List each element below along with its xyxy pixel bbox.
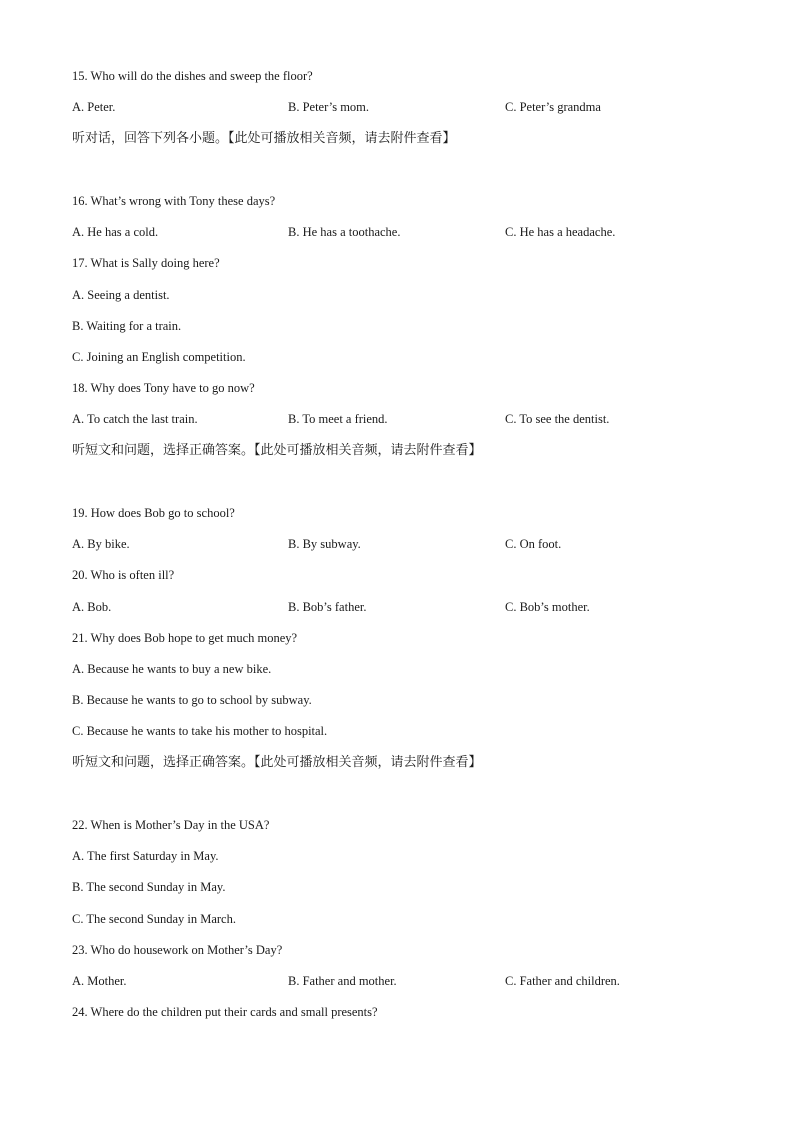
option-23-b: B. Father and mother. xyxy=(288,974,397,988)
option-21-c: C. Because he wants to take his mother to hospital. xyxy=(72,724,328,738)
option-20-a: A. Bob. xyxy=(72,600,112,614)
option-15-a: A. Peter. xyxy=(72,100,116,114)
question-15: 15. Who will do the dishes and sweep the floor? xyxy=(72,69,313,83)
option-18-c: C. To see the dentist. xyxy=(505,412,610,426)
option-19-b: B. By subway. xyxy=(288,537,361,551)
option-20-b: B. Bob’s father. xyxy=(288,600,367,614)
question-16: 16. What’s wrong with Tony these days? xyxy=(72,194,276,208)
option-17-c: C. Joining an English competition. xyxy=(72,350,246,364)
option-21-b: B. Because he wants to go to school by subway. xyxy=(72,693,312,707)
option-16-a: A. He has a cold. xyxy=(72,225,159,239)
option-19-a: A. By bike. xyxy=(72,537,130,551)
option-15-c: C. Peter’s grandma xyxy=(505,100,601,114)
question-17: 17. What is Sally doing here? xyxy=(72,256,220,270)
option-20-c: C. Bob’s mother. xyxy=(505,600,590,614)
option-21-a: A. Because he wants to buy a new bike. xyxy=(72,662,272,676)
question-24: 24. Where do the children put their cards and small presents? xyxy=(72,1005,378,1019)
question-21: 21. Why does Bob hope to get much money? xyxy=(72,631,298,645)
question-18: 18. Why does Tony have to go now? xyxy=(72,381,255,395)
option-17-a: A. Seeing a dentist. xyxy=(72,288,170,302)
option-22-b: B. The second Sunday in May. xyxy=(72,880,226,894)
option-22-a: A. The first Saturday in May. xyxy=(72,849,219,863)
option-18-a: A. To catch the last train. xyxy=(72,412,198,426)
question-23: 23. Who do housework on Mother’s Day? xyxy=(72,943,283,957)
option-17-b: B. Waiting for a train. xyxy=(72,319,182,333)
option-16-b: B. He has a toothache. xyxy=(288,225,401,239)
listening-instruction-3: 听短文和问题，选择正确答案。【此处可播放相关音频，请去附件查看】 xyxy=(72,755,482,770)
question-20: 20. Who is often ill? xyxy=(72,568,175,582)
listening-instruction-1: 听对话，回答下列各小题。【此处可播放相关音频，请去附件查看】 xyxy=(72,131,456,146)
option-15-b: B. Peter’s mom. xyxy=(288,100,370,114)
listening-instruction-2: 听短文和问题，选择正确答案。【此处可播放相关音频，请去附件查看】 xyxy=(72,443,482,458)
question-22: 22. When is Mother’s Day in the USA? xyxy=(72,818,270,832)
option-16-c: C. He has a headache. xyxy=(505,225,616,239)
question-19: 19. How does Bob go to school? xyxy=(72,506,235,520)
option-22-c: C. The second Sunday in March. xyxy=(72,912,236,926)
option-19-c: C. On foot. xyxy=(505,537,562,551)
option-18-b: B. To meet a friend. xyxy=(288,412,388,426)
option-23-c: C. Father and children. xyxy=(505,974,620,988)
option-23-a: A. Mother. xyxy=(72,974,127,988)
